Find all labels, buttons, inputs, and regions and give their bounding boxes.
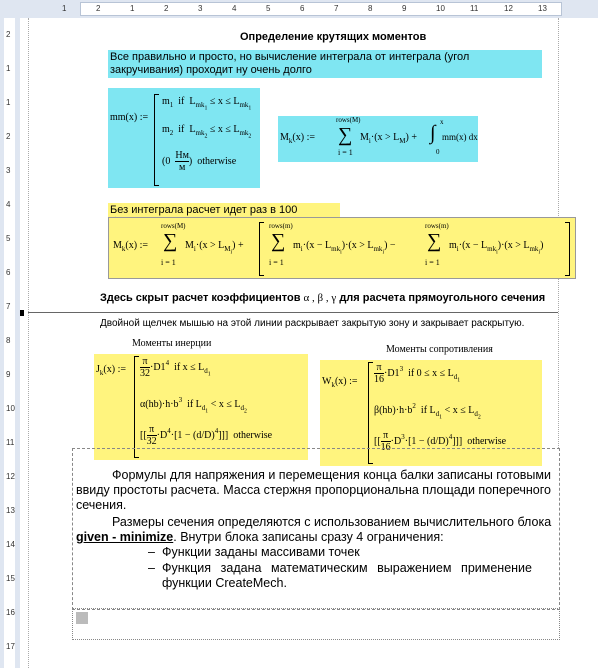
ruler-number: 5 bbox=[6, 234, 11, 243]
mk1-lhs: $M_k(x)$ := bbox=[280, 132, 315, 145]
inertia-row2: $\alpha(hb)\cdot h\cdot b^3$ if $L_{d_1} < x \le L_{d_2}$ bbox=[140, 396, 247, 415]
mk2-bracket-right bbox=[565, 222, 570, 276]
vertical-ruler[interactable] bbox=[0, 18, 21, 668]
ruler-number: 17 bbox=[6, 642, 15, 651]
ruler-number: 2 bbox=[96, 4, 101, 13]
mm-lhs: mm(x) := bbox=[110, 112, 149, 123]
region-handle[interactable] bbox=[76, 612, 88, 624]
bullet-item-2[interactable]: Функция задана математическим выражением применение функции CreateMech. bbox=[162, 561, 532, 590]
ruler-number: 10 bbox=[6, 404, 15, 413]
mk2-index1: i = 1 bbox=[161, 258, 176, 267]
ruler-number: 12 bbox=[504, 4, 513, 13]
mk2-term2: $m_i\cdot(x - L_{mk_i})\cdot(x > L_{mk_i})$ − bbox=[293, 240, 396, 256]
mk-sum-formula[interactable] bbox=[108, 217, 576, 279]
inertia-row1: $\frac{\pi}{32}$ $\cdot D1^4$ if $x \le L_{d_1}$ bbox=[140, 356, 211, 379]
integral-upper: x bbox=[440, 118, 444, 126]
ruler-number: 5 bbox=[266, 4, 271, 13]
empty-region[interactable] bbox=[72, 608, 560, 640]
mk2-rows-M: rows(M) bbox=[161, 222, 186, 230]
resistance-row3: [[ $\frac{\pi}{16}$ $\cdot D^3\cdot[1 - (d/D)^4]$]] otherwise bbox=[374, 430, 507, 453]
ruler-number: 11 bbox=[6, 438, 15, 447]
ruler-number: 8 bbox=[368, 4, 373, 13]
mm-definition[interactable] bbox=[108, 88, 260, 188]
ruler-number: 6 bbox=[6, 268, 11, 277]
mk2-rows-m2: rows(m) bbox=[425, 222, 449, 230]
integral-sign: ∫ bbox=[430, 122, 436, 144]
collapse-hint: Двойной щелчек мышью на этой линии раскрывает закрытую зону и закрывает раскрытую. bbox=[100, 318, 525, 329]
ruler-number: 3 bbox=[6, 166, 11, 175]
inertia-brace bbox=[134, 356, 139, 458]
ruler-number: 6 bbox=[300, 4, 305, 13]
ruler-track bbox=[80, 2, 562, 16]
mk1-sum-sign: ∑ bbox=[338, 124, 353, 146]
resistance-lhs: $W_k(x)$ := bbox=[322, 376, 358, 389]
ruler-number: 7 bbox=[6, 302, 11, 311]
hidden-region-heading: Здесь скрыт расчет коэффициентов α , β , γ для расчета прямоугольного сечения bbox=[100, 292, 546, 304]
paragraph-formulas[interactable]: Формулы для напряжения и перемещения конца балки записаны готовыми ввиду простоты расчета. Масса стержня пропорциональна площади поперечного сечения. bbox=[76, 468, 551, 512]
mm-row2: $m_2$ if $L_{mk_2} \le x \le L_{mk_2}$ bbox=[162, 124, 252, 140]
ruler-number: 7 bbox=[334, 4, 339, 13]
ruler-number: 4 bbox=[232, 4, 237, 13]
ruler-number: 15 bbox=[6, 574, 15, 583]
document-page bbox=[20, 18, 598, 668]
region-marker[interactable] bbox=[20, 310, 24, 316]
paragraph-sizes[interactable]: Размеры сечения определяются с использованием вычислительного блока given - minimize. Внутри блока записаны сразу 4 ограничения: bbox=[76, 515, 552, 544]
note-slow-integral[interactable]: Все правильно и просто, но вычисление интеграла от интеграла (угол закручивания) проходит ну очень долго bbox=[108, 50, 542, 78]
mk2-rows-m1: rows(m) bbox=[269, 222, 293, 230]
mk2-sum2: ∑ bbox=[271, 230, 286, 252]
ruler-number: 11 bbox=[470, 4, 479, 13]
mk2-term1: $M_i\cdot(x > L_{M_i})$ + bbox=[185, 240, 244, 256]
mk2-sum3: ∑ bbox=[427, 230, 442, 252]
mk2-index3: i = 1 bbox=[425, 258, 440, 267]
ruler-number: 8 bbox=[6, 336, 11, 345]
ruler-number: 10 bbox=[436, 4, 445, 13]
ruler-number: 16 bbox=[6, 608, 15, 617]
ruler-number: 4 bbox=[6, 200, 11, 209]
inertia-lhs: $J_k(x)$ := bbox=[96, 364, 126, 377]
resistance-row2: $\beta(hb)\cdot h\cdot b^2$ if $L_{d_1} < x \le L_{d_2}$ bbox=[374, 402, 481, 421]
horizontal-ruler[interactable] bbox=[0, 0, 598, 19]
mm-row3: (0 Нм м ) otherwise bbox=[162, 150, 237, 173]
mm-row1: $m_1$ if $L_{mk_1} \le x \le L_{mk_1}$ bbox=[162, 96, 252, 112]
mk1-rows: rows(M) bbox=[336, 116, 361, 124]
ruler-number: 3 bbox=[198, 4, 203, 13]
ruler-number: 1 bbox=[6, 98, 11, 107]
collapse-region-line[interactable] bbox=[28, 312, 558, 313]
mm-brace bbox=[154, 94, 159, 186]
ruler-number: 2 bbox=[6, 30, 11, 39]
margin-guide-left bbox=[28, 18, 30, 668]
inertia-header: Моменты инерции bbox=[132, 338, 212, 349]
resistance-row1: $\frac{\pi}{16}$ $\cdot D1^3$ if $0 \le x \le L_{d_1}$ bbox=[374, 362, 461, 385]
mk2-sum1: ∑ bbox=[163, 230, 178, 252]
mk2-term3: $m_i\cdot(x - L_{mk_i})\cdot(x > L_{mk_i})$ bbox=[449, 240, 544, 256]
ruler-number: 1 bbox=[62, 4, 67, 13]
inertia-row3: [[ $\frac{\pi}{32}$ $\cdot D^4\cdot[1 - (d/D)^4]$]] otherwise bbox=[140, 424, 273, 447]
ruler-number: 2 bbox=[6, 132, 11, 141]
mk2-bracket-left bbox=[259, 222, 264, 276]
ruler-number: 13 bbox=[538, 4, 547, 13]
ruler-number: 12 bbox=[6, 472, 15, 481]
ruler-number: 14 bbox=[6, 540, 15, 549]
ruler-number: 2 bbox=[164, 4, 169, 13]
ruler-number: 9 bbox=[6, 370, 11, 379]
ruler-number: 1 bbox=[6, 64, 11, 73]
note-faster[interactable]: Без интеграла расчет идет раз в 100 bbox=[108, 203, 340, 229]
section-title: Определение крутящих моментов bbox=[240, 31, 427, 43]
mk1-body: $M_i\cdot(x > L_M)$ + bbox=[360, 132, 417, 145]
mk2-lhs: $M_k(x)$ := bbox=[113, 240, 148, 253]
ruler-number: 13 bbox=[6, 506, 15, 515]
mk1-index: i = 1 bbox=[338, 148, 353, 157]
mk2-index2: i = 1 bbox=[269, 258, 284, 267]
integral-lower: 0 bbox=[436, 148, 440, 156]
inertia-formula[interactable] bbox=[94, 354, 308, 460]
bullet-mark-2: – bbox=[148, 561, 155, 575]
ruler-number: 9 bbox=[402, 4, 407, 13]
resistance-header: Моменты сопротивления bbox=[386, 344, 493, 355]
mk-integral-formula[interactable] bbox=[278, 116, 478, 162]
bullet-item-1[interactable]: Функции заданы массивами точек bbox=[162, 545, 360, 559]
bullet-mark-1: – bbox=[148, 545, 155, 559]
integral-body: mm(x) dx bbox=[442, 132, 478, 142]
ruler-number: 1 bbox=[130, 4, 135, 13]
